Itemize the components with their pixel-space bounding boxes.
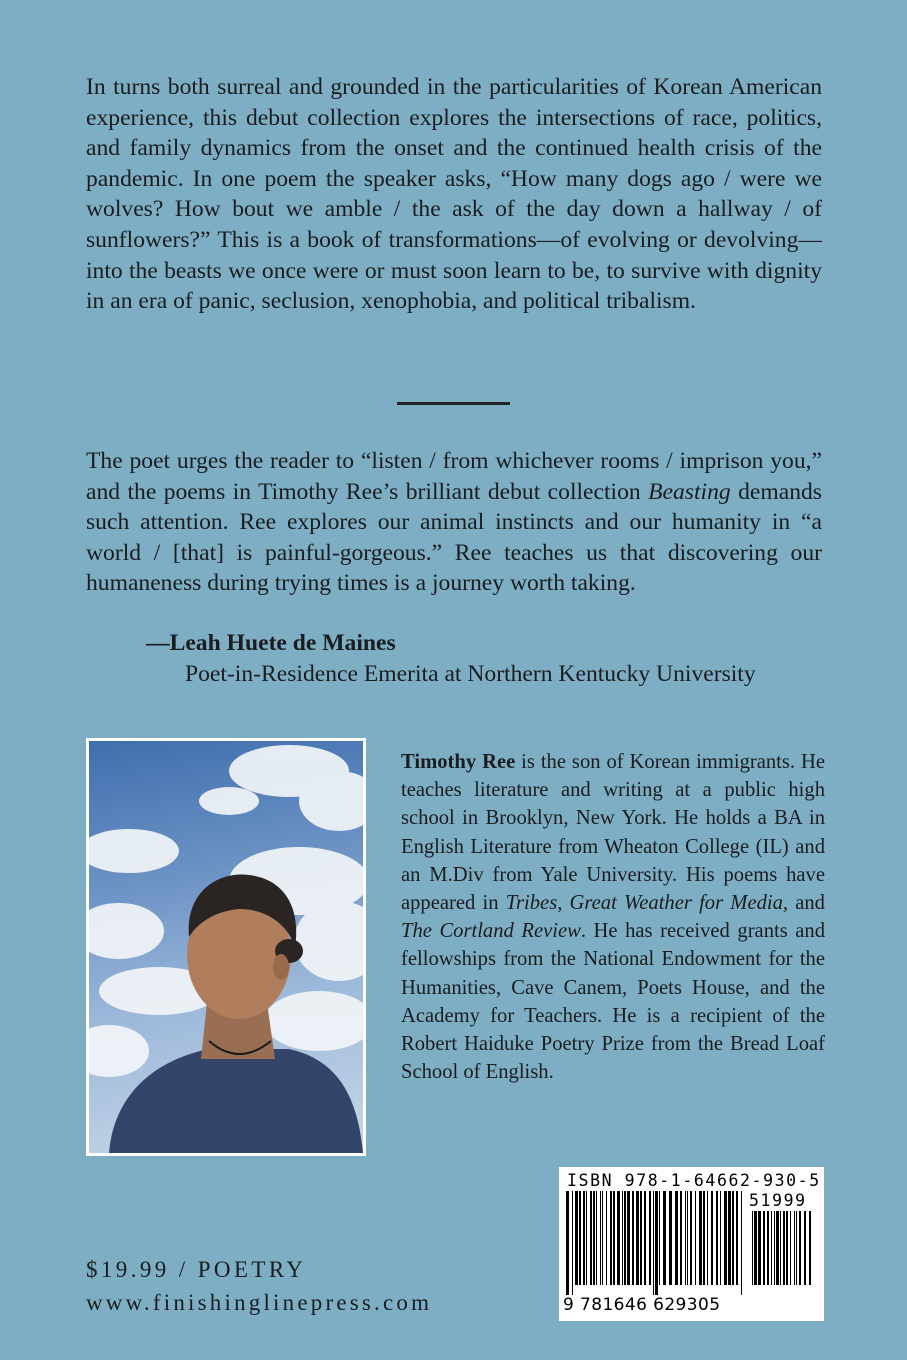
isbn-label: ISBN 978-1-64662-930-5 xyxy=(567,1171,821,1190)
bio-text-part1: is the son of Korean immigrants. He teaches literature and writing at a public high school in Brooklyn, New York. He holds a BA in English Literature from Wheaton College (IL) and an M.Div from Yale University. His poems have appeared in xyxy=(401,751,825,915)
author-portrait-image xyxy=(89,741,363,1153)
book-blurb: In turns both surreal and grounded in the particularities of Korean American experience, this debut collection explores the intersections of race, politics, and family dynamics from the onset and the continued health crisis of the pandemic. In one poem the speaker asks, “How many dogs ago / were we wolves? How bout we amble / the ask of the day down a hallway / of sunflowers?” This is a book of transformations—of evolving or devolving—into the beasts we once were or must soon learn to be, to survive with dignity in an era of panic, seclusion, xenophobia, and political tribalism. xyxy=(86,74,822,315)
attribution-name: —Leah Huete de Maines xyxy=(146,630,396,656)
attribution-role: Poet-in-Residence Emerita at Northern Kentucky University xyxy=(185,660,756,687)
praise-text-part1: The poet urges the reader to “listen / from whichever rooms / imprison you,” and the poems in Timothy Ree’s brilliant debut collection xyxy=(86,448,822,505)
bio-publication-1: Tribes, Great Weather for Media, xyxy=(505,892,789,915)
price-addon-bars xyxy=(751,1211,815,1295)
bio-text-part3: . He has received grants and fellowships from the National Endowment for the Humanities, Cave Canem, Poets House, and the Academy for Teachers. He is a recipient of the Robert Haiduke Poetry Prize from the Bread Loaf School of English. xyxy=(401,920,826,1084)
praise-text-part2: demands such attention. Ree explores our animal instincts and our humanity in “a world / [that] is painful-gorgeous.” Ree teaches us that discovering our humaneness during trying times is a journey worth taking. xyxy=(86,478,822,597)
isbn-barcode xyxy=(559,1167,824,1321)
bio-publication-2: The Cortland Review xyxy=(401,920,581,943)
price-code: 51999 xyxy=(749,1191,807,1210)
praise-quote xyxy=(86,446,822,599)
bio-text-part2: and xyxy=(788,892,825,915)
author-bio xyxy=(401,748,825,1086)
section-divider xyxy=(397,402,510,405)
price-category: $19.99 / POETRY xyxy=(86,1257,307,1282)
publisher-website[interactable]: www.finishinglinepress.com xyxy=(86,1290,433,1315)
author-photo xyxy=(86,738,366,1156)
ean-barcode-bars xyxy=(565,1191,745,1295)
praise-attribution xyxy=(146,628,756,689)
praise-book-title: Beasting xyxy=(648,478,731,505)
bio-author-name: Timothy Ree xyxy=(401,751,516,773)
ean-digits: 9 781646 629305 xyxy=(563,1295,721,1315)
